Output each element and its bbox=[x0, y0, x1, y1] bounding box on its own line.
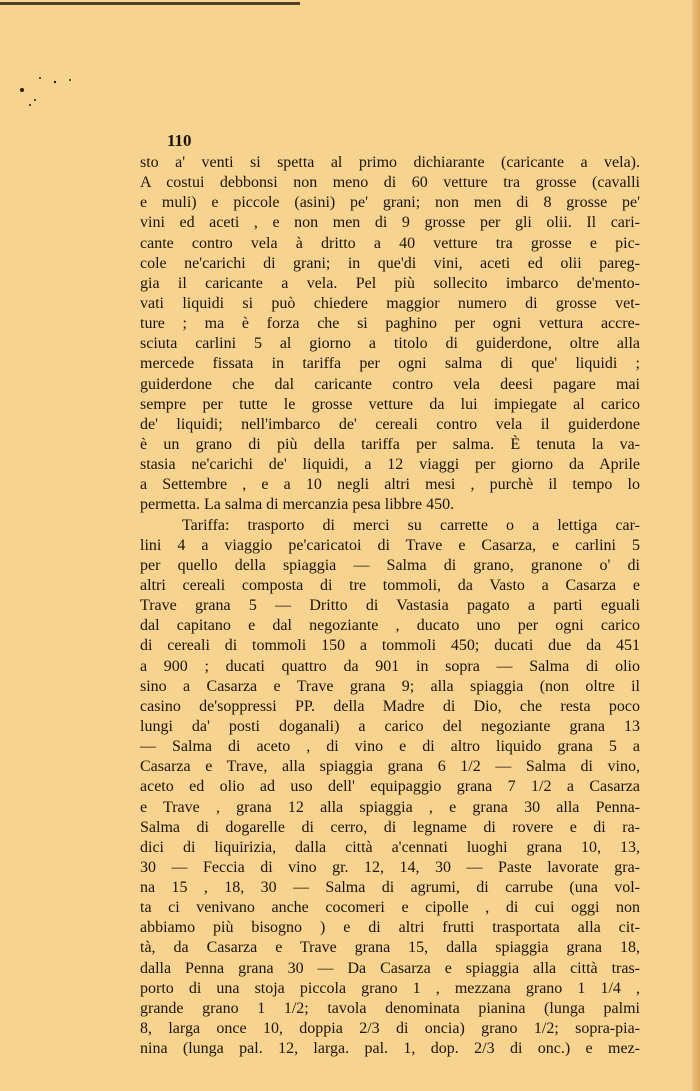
top-rule bbox=[0, 2, 300, 5]
text-line: sto a' venti si spetta al primo dichiarante (caricante a vela). bbox=[140, 154, 640, 171]
text-line: Salma di dogarelle di cerro, di legname di rovere e di ra- bbox=[140, 818, 640, 836]
text-line: gia il caricante a vela. Pel più sollecito imbarco de'mento- bbox=[140, 274, 640, 292]
text-line: casino de'soppressi PP. della Madre di Dio, che resta poco bbox=[140, 697, 640, 715]
text-line: lungi da' posti doganali) a carico del negoziante grana 13 bbox=[140, 717, 640, 735]
text-line: vini ed aceti , e non men di 9 grosse per gli olii. Il cari- bbox=[140, 214, 640, 232]
text-line: — Salma di aceto , di vino e di altro liquido grana 5 a bbox=[140, 738, 640, 756]
text-line: lini 4 a viaggio pe'caricatoi di Trave e Casarza, e carlini 5 bbox=[140, 536, 640, 554]
text-line: sino a Casarza e Trave grana 9; alla spiaggia (non oltre il bbox=[140, 677, 640, 695]
text-line: a Settembre , e a 10 negli altri mesi , purchè il tempo lo bbox=[140, 476, 640, 494]
text-line: sciuta carlini 5 al giorno a titolo di guiderdone, oltre alla bbox=[140, 335, 640, 353]
text-line: ture ; ma è forza che si paghino per ogni vettura accre- bbox=[140, 315, 640, 333]
text-line: Casarza e Trave, alla spiaggia grana 6 1/2 — Salma di vino, bbox=[140, 758, 640, 776]
ink-specks bbox=[10, 60, 130, 140]
text-line: na 15 , 18, 30 — Salma di agrumi, di carrube (una vol- bbox=[140, 879, 640, 897]
text-line: 8, larga once 10, doppia 2/3 di oncia) grano 1/2; sopra-pia- bbox=[140, 1020, 640, 1038]
text-line: nina (lunga pal. 12, larga. pal. 1, dop. 2/3 di onc.) e mez- bbox=[140, 1040, 640, 1058]
text-line: per quello della spiaggia — Salma di grano, granone o' di bbox=[140, 556, 640, 574]
text-line: tà, da Casarza e Trave grana 15, dalla spiaggia grana 18, bbox=[140, 939, 640, 957]
text-line: 30 — Feccia di vino gr. 12, 14, 30 — Paste lavorate gra- bbox=[140, 858, 640, 876]
text-line: mercede fissata in tariffa per ogni salma di que' liquidi ; bbox=[140, 355, 640, 373]
text-line: di cereali di tommoli 150 a tommoli 450; ducati due da 451 bbox=[140, 637, 640, 655]
text-line: Trave grana 5 — Dritto di Vastasia pagato a parti eguali bbox=[140, 597, 640, 615]
text-line: Tariffa: trasporto di merci su carrette o a lettiga car- bbox=[182, 516, 640, 534]
text-line: A costui debbonsi non meno di 60 vetture tra grosse (cavalli bbox=[140, 174, 640, 192]
text-line: porto di una stoja piccola grano 1 , mezzana grano 1 1/4 , bbox=[140, 979, 640, 997]
text-line: guiderdone che dal caricante contro vela deesi pagare mai bbox=[140, 375, 640, 393]
text-line: dici di liquirizia, dalla città a'cennati luoghi grana 10, 13, bbox=[140, 838, 640, 856]
text-line: e muli) e piccole (asini) pe' grani; non men di 8 grosse pe' bbox=[140, 194, 640, 212]
text-line: a 900 ; ducati quattro da 901 in sopra — Salma di olio bbox=[140, 657, 640, 675]
text-line: vati liquidi si può chiedere maggior numero di grosse vet- bbox=[140, 294, 640, 312]
text-line: altri cereali composta di tre tommoli, da Vasto a Casarza e bbox=[140, 576, 640, 594]
text-line: aceto ed olio ad uso dell' equipaggio grana 7 1/2 a Casarza bbox=[140, 778, 640, 796]
page-edge-shadow bbox=[692, 0, 700, 1091]
page-number: 110 bbox=[167, 131, 192, 150]
text-line: cante contro vela à dritto a 40 vetture tra grosse e pic- bbox=[140, 234, 640, 252]
text-line: cole ne'carichi di grani; in que'di vini, aceti ed olii pareg- bbox=[140, 254, 640, 272]
text-line: sempre per tutte le grosse vetture da lui impiegate al carico bbox=[140, 395, 640, 413]
text-line: de' liquidi; nell'imbarco de' cereali contro vela il guiderdone bbox=[140, 415, 640, 433]
text-line: grande grano 1 1/2; tavola denominata pianina (lunga palmi bbox=[140, 999, 640, 1017]
text-line: stasia ne'carichi de' liquidi, a 12 viaggi per giorno da Aprile bbox=[140, 456, 640, 474]
text-line: abbiamo più bisogno ) e di altri frutti trasportata alla cit- bbox=[140, 919, 640, 937]
text-line: dalla Penna grana 30 — Da Casarza e spiaggia alla città tras- bbox=[140, 959, 640, 977]
text-line: è un grano di più della tariffa per salma. È tenuta la va- bbox=[140, 435, 640, 453]
text-line: e Trave , grana 12 alla spiaggia , e grana 30 alla Penna- bbox=[140, 798, 640, 816]
body-text bbox=[140, 153, 640, 1059]
text-line: ta ci venivano anche cocomeri e cipolle , di cui oggi non bbox=[140, 899, 640, 917]
text-line: permetta. La salma di mercanzia pesa libbre 450. bbox=[140, 496, 455, 514]
text-line: dal capitano e dal negoziante , ducato uno per ogni carico bbox=[140, 617, 640, 635]
